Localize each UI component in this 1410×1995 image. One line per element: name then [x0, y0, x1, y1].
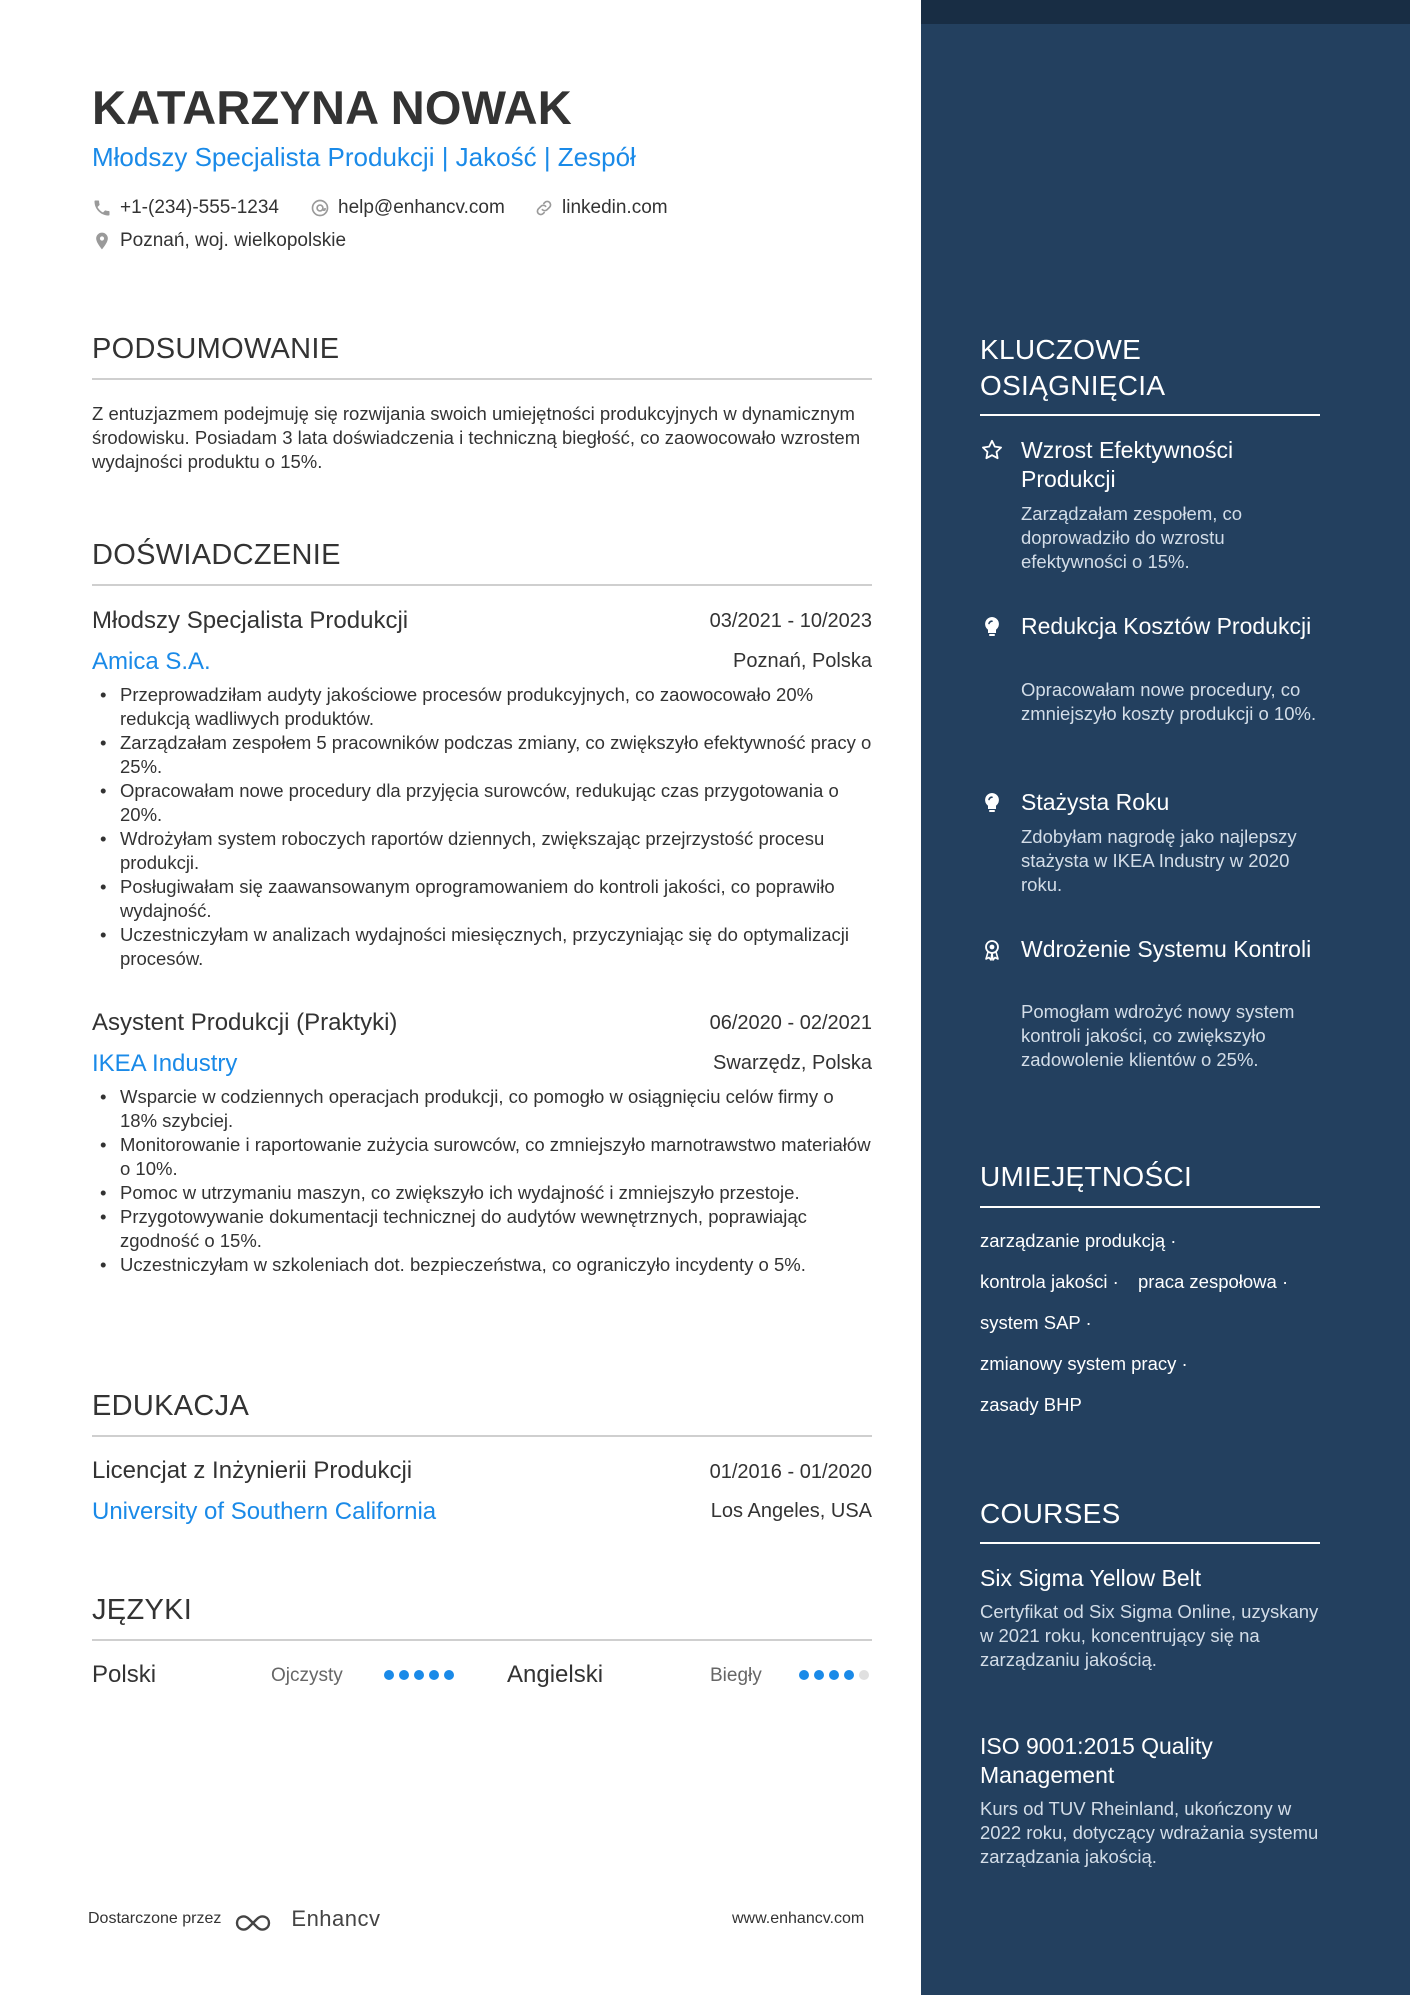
job-bullets: [92, 683, 872, 971]
job-bullets: [92, 1085, 872, 1277]
rating-dot: [799, 1670, 809, 1680]
job-dates: 03/2021 - 10/2023: [709, 610, 872, 632]
education-location: Los Angeles, USA: [710, 1500, 872, 1522]
education-dates: 01/2016 - 01/2020: [709, 1461, 872, 1483]
achievement-title: Redukcja Kosztów Produkcji: [1021, 613, 1312, 639]
job-bullet: • Uczestniczyłam w szkoleniach dot. bezpieczeństwa, co ograniczyło incydenty o 5%.: [92, 1253, 872, 1277]
rating-dot: [384, 1670, 394, 1680]
experience-divider: [92, 584, 872, 586]
summary-divider: [92, 378, 872, 380]
education-school: University of Southern California: [92, 1498, 437, 1525]
course-desc: Certyfikat od Six Sigma Online, uzyskany w 2021 roku, koncentrujący się na zarządzaniu jakością.: [980, 1601, 1319, 1670]
education-divider: [92, 1435, 872, 1437]
star-icon: [980, 438, 1004, 462]
courses-divider: [980, 1542, 1320, 1544]
job-bullet: • Wdrożyłam system roboczych raportów dziennych, zwiększając przejrzystość procesu produkcji.: [92, 827, 872, 875]
skill-item: system SAP ·: [980, 1312, 1092, 1333]
languages-heading: JĘZYKI: [92, 1594, 193, 1626]
skill-item: kontrola jakości ·: [980, 1271, 1119, 1292]
achievement-title: Stażysta Roku: [1021, 789, 1170, 815]
rating-dot: [814, 1670, 824, 1680]
rating-dot: [444, 1670, 454, 1680]
experience-heading: DOŚWIADCZENIE: [92, 539, 341, 571]
rating-dot: [844, 1670, 854, 1680]
language-rating: [799, 1670, 869, 1680]
lightbulb-icon: [980, 790, 1004, 814]
job-bullet: • Przeprowadziłam audyty jakościowe procesów produkcyjnych, co zaowocowało 20% redukcją wadliwych produktów.: [92, 683, 872, 731]
language-rating: [384, 1670, 454, 1680]
language-name: Polski: [92, 1661, 157, 1688]
achievement-desc: Pomogłam wdrożyć nowy system kontroli jakości, co zwiększyło zadowolenie klientów o 25%.: [1021, 1001, 1295, 1070]
candidate-subtitle: Młodszy Specjalista Produkcji | Jakość | Zespół: [92, 142, 636, 172]
sidebar-top-bar: [921, 0, 1410, 24]
rating-dot: [829, 1670, 839, 1680]
job-location: Poznań, Polska: [733, 650, 872, 672]
job-bullet: • Opracowałam nowe procedury dla przyjęcia surowców, redukując czas przygotowania o 20%.: [92, 779, 872, 827]
job-bullet: • Posługiwałam się zaawansowanym oprogramowaniem do kontroli jakości, co poprawiło wydajność.: [92, 875, 872, 923]
contact-phone: [92, 197, 279, 219]
skill-item: zmianowy system pracy ·: [980, 1353, 1188, 1374]
languages-divider: [92, 1639, 872, 1641]
job-dates: 06/2020 - 02/2021: [709, 1012, 872, 1034]
phone-icon: [92, 198, 112, 218]
award-icon: [980, 938, 1004, 962]
link-icon: [534, 198, 554, 218]
location-text: Poznań, woj. wielkopolskie: [120, 230, 347, 251]
sidebar: [921, 0, 1410, 1995]
rating-dot: [399, 1670, 409, 1680]
candidate-name: KATARZYNA NOWAK: [92, 81, 572, 134]
achievement-desc: Zdobyłam nagrodę jako najlepszy stażysta w IKEA Industry w 2020 roku.: [1021, 826, 1297, 895]
language-level: Ojczysty: [271, 1665, 343, 1686]
job-location: Swarzędz, Polska: [713, 1052, 872, 1074]
skills-heading: UMIEJĘTNOŚCI: [980, 1161, 1193, 1192]
summary-text: Z entuzjazmem podejmuję się rozwijania swoich umiejętności produkcyjnych w dynamicznym środowisku. Posiadam 3 lata doświadczenia i techniczną biegłość, co zaowocowało wzrostem wydajności produktu o 15%.: [92, 403, 861, 472]
phone-text: +1-(234)-555-1234: [120, 197, 279, 218]
education-heading: EDUKACJA: [92, 1390, 250, 1422]
courses-heading: COURSES: [980, 1498, 1121, 1529]
achievements-divider: [980, 414, 1320, 416]
course-title: Six Sigma Yellow Belt: [980, 1565, 1202, 1591]
job-role: Młodszy Specjalista Produkcji: [92, 607, 409, 634]
job-bullet: • Przygotowywanie dokumentacji technicznej do audytów wewnętrznych, poprawiając zgodność o 15%.: [92, 1205, 872, 1253]
contact-linkedin[interactable]: [534, 197, 668, 219]
achievements-heading: KLUCZOWE OSIĄGNIĘCIA: [980, 334, 1166, 401]
job-company: Amica S.A.: [92, 648, 211, 675]
summary-heading: PODSUMOWANIE: [92, 333, 340, 365]
achievement-title: Wzrost Efektywności Produkcji: [1021, 437, 1234, 492]
job-bullet: • Zarządzałam zespołem 5 pracowników podczas zmiany, co zwiększyło efektywność pracy o 25%.: [92, 731, 872, 779]
powered-by-text: Dostarczone przez: [88, 1910, 222, 1927]
skill-item: zarządzanie produkcją ·: [980, 1230, 1177, 1251]
contact-location: [92, 230, 346, 252]
rating-dot: [414, 1670, 424, 1680]
achievement-desc: Opracowałam nowe procedury, co zmniejszyło koszty produkcji o 10%.: [1021, 679, 1317, 724]
rating-dot: [859, 1670, 869, 1680]
language-name: Angielski: [507, 1661, 604, 1688]
rating-dot: [429, 1670, 439, 1680]
location-pin-icon: [92, 231, 112, 251]
skill-item: zasady BHP: [980, 1394, 1082, 1415]
contact-email[interactable]: [310, 197, 505, 219]
job-bullet: • Uczestniczyłam w analizach wydajności miesięcznych, przyczyniając się do optymalizacji procesów.: [92, 923, 872, 971]
at-icon: [310, 198, 330, 218]
course-title: ISO 9001:2015 Quality Management: [980, 1733, 1213, 1788]
enhancv-brand: Enhancv: [291, 1906, 381, 1931]
lightbulb-icon: [980, 614, 1004, 638]
skill-item: praca zespołowa ·: [1138, 1271, 1289, 1292]
footer-website[interactable]: www.enhancv.com: [732, 1910, 865, 1927]
enhancv-logo-icon: [233, 1906, 283, 1932]
job-bullet: • Pomoc w utrzymaniu maszyn, co zwiększyło ich wydajność i zmniejszyło przestoje.: [92, 1181, 872, 1205]
job-role: Asystent Produkcji (Praktyki): [92, 1009, 398, 1036]
email-text[interactable]: help@enhancv.com: [338, 197, 505, 218]
job-bullet: • Wsparcie w codziennych operacjach produkcji, co pomogło w osiągnięciu celów firmy o 18% szybciej.: [92, 1085, 872, 1133]
education-degree: Licencjat z Inżynierii Produkcji: [92, 1457, 413, 1484]
skills-divider: [980, 1206, 1320, 1208]
course-desc: Kurs od TUV Rheinland, ukończony w 2022 roku, dotyczący wdrażania systemu zarządzania jakością.: [980, 1798, 1319, 1867]
footer-powered-by: [88, 1906, 381, 1932]
achievement-desc: Zarządzałam zespołem, co doprowadziło do wzrostu efektywności o 15%.: [1021, 503, 1243, 572]
language-level: Biegły: [710, 1665, 762, 1686]
achievement-title: Wdrożenie Systemu Kontroli: [1021, 936, 1312, 962]
linkedin-text[interactable]: linkedin.com: [562, 197, 668, 218]
job-bullet: • Monitorowanie i raportowanie zużycia surowców, co zmniejszyło marnotrawstwo materiałów o 10%.: [92, 1133, 872, 1181]
job-company: IKEA Industry: [92, 1050, 238, 1077]
